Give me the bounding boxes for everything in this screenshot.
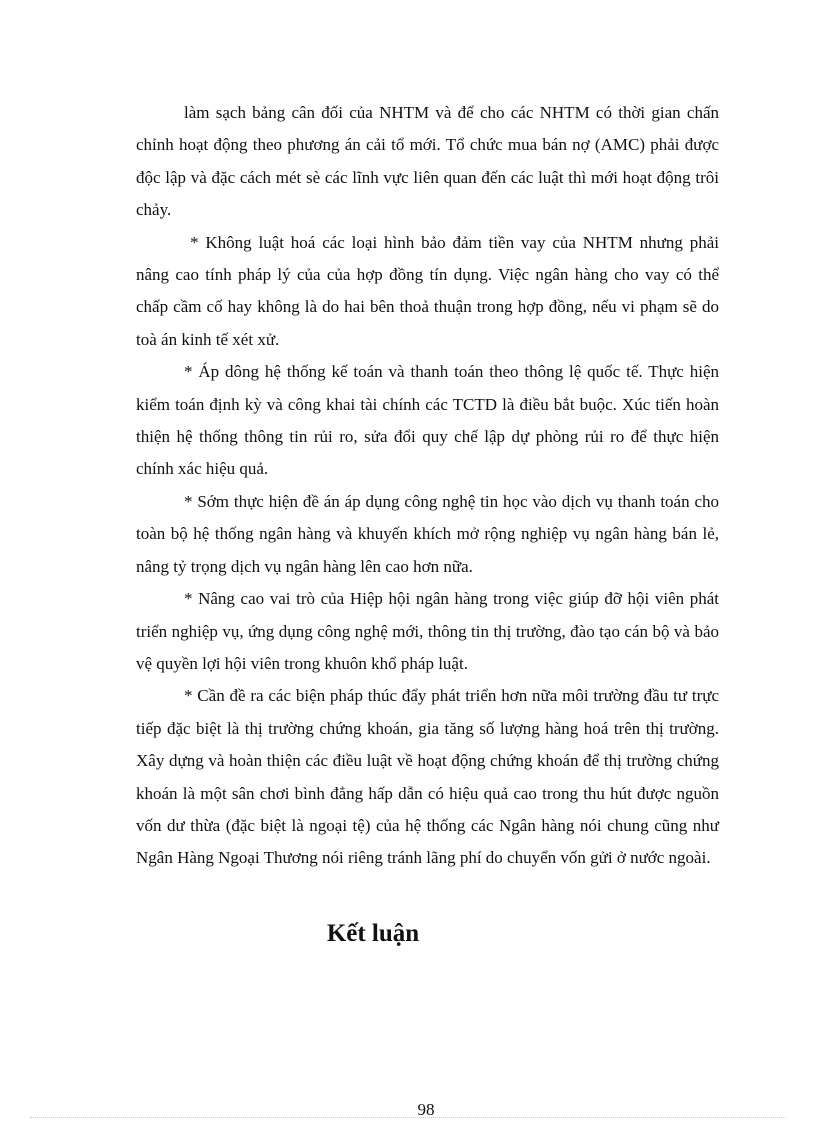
paragraph-4: * Sớm thực hiện đề án áp dụng công nghệ tin học vào dịch vụ thanh toán cho toàn bộ hệ thống ngân hàng và khuyến khích mở rộng nghiệp vụ ngân hàng bán lẻ, nâng tỷ trọng dịch vụ ngân hàng lên cao hơn nữa. <box>136 491 719 576</box>
paragraph-3: * Áp dông hệ thống kế toán và thanh toán theo thông lệ quốc tế. Thực hiện kiểm toán định kỳ và công khai tài chính các TCTD là điều bắt buộc. Xúc tiến hoàn thiện hệ thống thông tin rủi ro, sửa đổi quy chế lập dự phòng rủi ro để thực hiện chính xác hiệu quả. <box>136 362 719 479</box>
section-heading: Kết luận <box>326 920 420 947</box>
footer-divider <box>30 1117 786 1118</box>
paragraph-6: * Cần đề ra các biện pháp thúc đẩy phát triển hơn nữa môi trường đầu tư trực tiếp đặc biệt là thị trường chứng khoán, gia tăng số lượng hàng hoá trên thị trường. Xây dựng và hoàn thiện các điều luật về hoạt động chứng khoán để thị trường chứng khoán là một sân chơi bình đẳng hấp dẫn có hiệu quả cao trong thu hút được nguồn vốn dư thừa (đặc biệt là ngoại tệ) của hệ thống các Ngân hàng nói chung cũng như Ngân Hàng Ngoại Thương nói riêng tránh lãng phí do chuyển vốn gửi ở nước ngoài. <box>136 686 719 868</box>
page-number: 98 <box>417 1100 435 1119</box>
paragraph-1: làm sạch bảng cân đối của NHTM và để cho các NHTM có thời gian chấn chỉnh hoạt động theo phương án cải tổ mới. Tổ chức mua bán nợ (AMC) phải được độc lập và đặc cách mét sè các lĩnh vực liên quan đến các luật thì mới hoạt động trôi chảy. <box>136 103 719 220</box>
paragraph-2: * Không luật hoá các loại hình bảo đảm tiền vay của NHTM nhưng phải nâng cao tính pháp lý của của hợp đồng tín dụng. Việc ngân hàng cho vay có thể chấp cầm cố hay không là do hai bên thoả thuận trong hợp đồng, nếu vi phạm sẽ do toà án kinh tế xét xử. <box>136 232 719 349</box>
body-text <box>136 97 719 875</box>
paragraph-5: * Nâng cao vai trò của Hiệp hội ngân hàng trong việc giúp đỡ hội viên phát triển nghiệp vụ, ứng dụng công nghệ mới, thông tin thị trường, đào tạo cán bộ và bảo vệ quyền lợi hội viên trong khuôn khổ pháp luật. <box>136 589 719 673</box>
